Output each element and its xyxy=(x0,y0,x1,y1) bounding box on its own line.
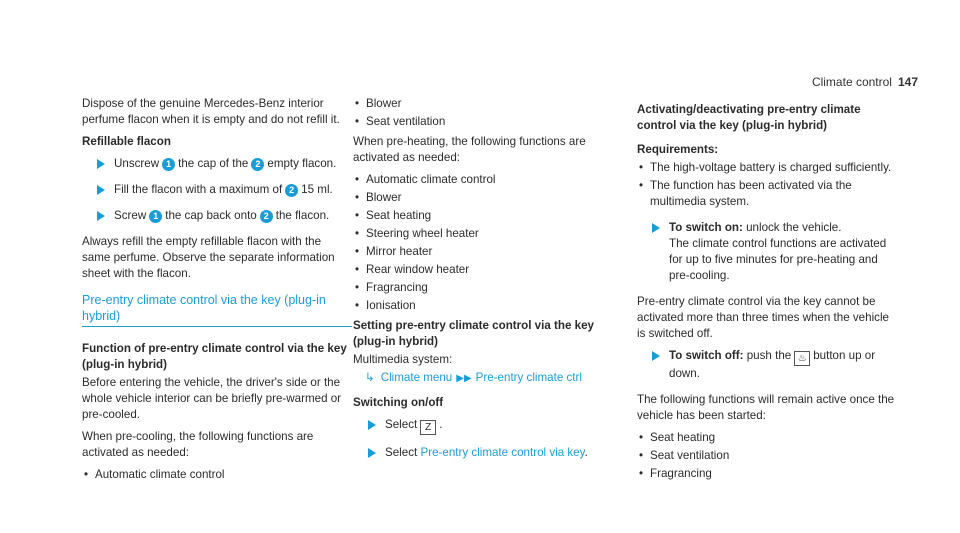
function-text: Before entering the vehicle, the driver's side or the whole vehicle interior can be briefly pre-warmed or pre-cooled. xyxy=(82,376,342,421)
activation-heading: Activating/deactivating pre-entry climate control via the key (plug-in hybrid) xyxy=(637,103,861,132)
page-number: 147 xyxy=(897,75,918,89)
step-arrow-icon xyxy=(368,420,376,430)
list-item: • Blower xyxy=(353,96,625,112)
list-item: • Rear window heater xyxy=(353,262,625,278)
step-screw: Screw 1 the cap back onto 2 the flacon. xyxy=(82,208,352,224)
list-item: • Blower xyxy=(353,190,625,206)
callout-2: 2 xyxy=(285,184,298,197)
system-label: Multimedia system: xyxy=(353,353,453,366)
requirements-heading: Requirements: xyxy=(637,143,719,156)
pre-entry-ctrl-link[interactable]: Pre-entry climate ctrl xyxy=(475,371,582,384)
climate-button-icon: ♨ xyxy=(794,351,810,366)
section-name: Climate control xyxy=(811,75,892,89)
callout-2: 2 xyxy=(260,210,273,223)
list-item: • Mirror heater xyxy=(353,244,625,260)
step-arrow-icon xyxy=(97,211,105,221)
setting-heading: Setting pre-entry climate control via the key (plug-in hybrid) xyxy=(353,319,594,348)
column-1 xyxy=(82,96,352,487)
step-select-option: Select Pre-entry climate control via key. xyxy=(353,445,625,461)
preheat-list xyxy=(353,172,625,314)
step-fill: Fill the flacon with a maximum of 2 15 ml. xyxy=(82,182,352,198)
list-item: • Steering wheel heater xyxy=(353,226,625,242)
refill-heading: Refillable flacon xyxy=(82,135,171,148)
climate-menu-link[interactable]: Climate menu xyxy=(380,371,453,384)
list-item: • Automatic climate control xyxy=(353,172,625,188)
requirements-list xyxy=(637,160,899,210)
list-item: • Seat ventilation xyxy=(637,448,899,464)
list-item: • Seat ventilation xyxy=(353,114,625,130)
list-item: • Ionisation xyxy=(353,298,625,314)
pre-entry-via-key-link[interactable]: Pre-entry climate control via key xyxy=(420,446,585,459)
precool-list xyxy=(82,467,352,483)
section-divider xyxy=(82,326,352,327)
list-item: • Fragrancing xyxy=(353,280,625,296)
column-3 xyxy=(637,96,899,486)
step-switch-off: To switch off: push the ♨ button up or down. xyxy=(637,348,899,382)
function-heading: Function of pre-entry climate control via the key (plug-in hybrid) xyxy=(82,342,347,371)
step-switch-on: To switch on: unlock the vehicle. The climate control functions are activated for up to five minutes for pre-heating and pre-cooling. xyxy=(637,220,899,284)
step-arrow-icon xyxy=(97,185,105,195)
remain-text: The following functions will remain active once the vehicle has been started: xyxy=(637,393,895,422)
step-arrow-icon xyxy=(652,223,660,233)
refill-note: Always refill the empty refillable flacon with the same perfume. Observe the separate information sheet with the flacon. xyxy=(82,235,335,280)
callout-1: 1 xyxy=(149,210,162,223)
enter-arrow-icon: ↳ xyxy=(365,371,375,384)
list-item: • Seat heating xyxy=(353,208,625,224)
precool-text: When pre-cooling, the following functions are activated as needed: xyxy=(82,430,314,459)
climate-symbol-icon: Z xyxy=(420,420,436,435)
double-chevron-icon: ▶▶ xyxy=(456,373,472,384)
callout-1: 1 xyxy=(162,158,175,171)
precool-list-cont xyxy=(353,96,625,130)
step-unscrew: Unscrew 1 the cap of the 2 empty flacon. xyxy=(82,156,352,172)
step-select-icon: Select Z . xyxy=(353,417,625,435)
callout-2: 2 xyxy=(251,158,264,171)
intro-paragraph: Dispose of the genuine Mercedes-Benz interior perfume flacon when it is empty and do not refill it. xyxy=(82,97,340,126)
list-item: • The function has been activated via the multimedia system. xyxy=(637,178,899,210)
section-title: Pre-entry climate control via the key (plug-in hybrid) xyxy=(82,293,326,323)
limit-note: Pre-entry climate control via the key cannot be activated more than three times when the vehicle is switched off. xyxy=(637,295,889,340)
list-item: • Automatic climate control xyxy=(82,467,352,483)
page-header xyxy=(812,74,918,90)
step-arrow-icon xyxy=(368,448,376,458)
preheat-text: When pre-heating, the following functions are activated as needed: xyxy=(353,135,586,164)
list-item: • Seat heating xyxy=(637,430,899,446)
list-item: • The high-voltage battery is charged sufficiently. xyxy=(637,160,899,176)
column-2 xyxy=(353,96,625,471)
switch-on-detail: The climate control functions are activated for up to five minutes for pre-heating and pre-cooling. xyxy=(669,237,887,282)
remain-list xyxy=(637,430,899,482)
switching-heading: Switching on/off xyxy=(353,396,444,409)
list-item: • Fragrancing xyxy=(637,466,899,482)
step-arrow-icon xyxy=(97,159,105,169)
menu-path xyxy=(353,370,625,387)
step-arrow-icon xyxy=(652,351,660,361)
